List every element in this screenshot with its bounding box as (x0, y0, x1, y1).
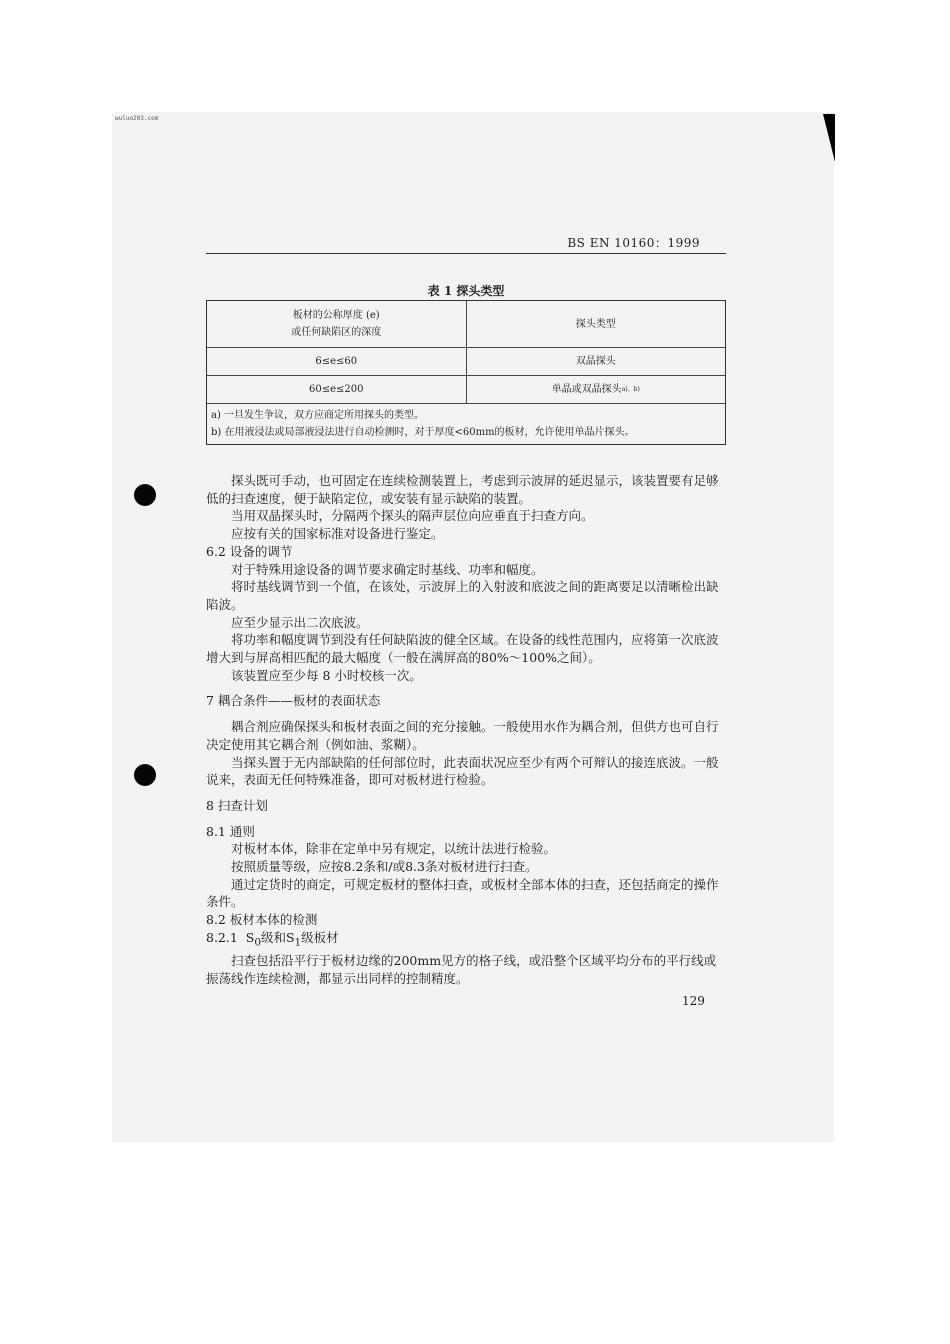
paragraph: 应按有关的国家标准对设备进行鉴定。 (231, 526, 444, 542)
paragraph: 探头既可手动，也可固定在连续检测装置上，考虑到示波屏的延迟显示，该装置要有足够低的扫查速度，便于缺陷定位，或安装有显示缺陷的装置。 (206, 473, 719, 506)
table-cell: 60≤e≤200 (309, 384, 364, 395)
paragraph: 对于特殊用途设备的调节要求确定时基线、功率和幅度。 (231, 561, 544, 577)
paragraph: 扫查包括沿平行于板材边缘的200mm见方的格子线，或沿整个区域平均分布的平行线或振荡线作连续检测，都显示出同样的控制精度。 (206, 953, 717, 986)
paragraph: 按照质量等级，应按8.2条和/或8.3条对板材进行扫查。 (231, 859, 538, 875)
header-thickness-line2: 或任何缺陷区的深度 (291, 327, 382, 338)
table-notes (207, 404, 725, 444)
header-rule (206, 253, 726, 254)
standard-identifier: BS EN 10160：1999 (567, 236, 700, 250)
probe-type-table (206, 300, 726, 445)
table-cell-text: 单晶或双晶探头 (551, 384, 622, 395)
footnote-ref: a)、b) (621, 386, 640, 393)
table-note-a: a) 一旦发生争议，双方应商定所用探头的类型。 (211, 410, 425, 421)
table-header-thickness (207, 301, 466, 347)
paragraph: 应至少显示出二次底波。 (231, 614, 369, 630)
section-heading-8-2-1 (206, 929, 728, 952)
heading-text: 级板材 (301, 929, 339, 945)
section-heading-7: 7 耦合条件——板材的表面状态 (206, 693, 381, 709)
paragraph: 耦合剂应确保探头和板材表面之间的充分接触。一般使用水作为耦合剂，但供方也可自行决定使用其它耦合剂（例如油、浆糊）。 (206, 719, 719, 752)
table-cell: 双晶探头 (466, 348, 726, 375)
subscript: 0 (254, 936, 261, 949)
heading-text: S (245, 929, 255, 945)
table-header-probe-type: 探头类型 (466, 301, 726, 347)
watermark: wuluo203.com (115, 115, 159, 122)
table-cell: 6≤e≤60 (315, 356, 358, 367)
heading-number: 8.2.1 (206, 929, 238, 945)
section-heading-8-1: 8.1 通则 (206, 823, 255, 839)
table-caption: 表 1 探头类型 (427, 284, 505, 298)
table-cell (466, 376, 726, 403)
header-thickness-line1: 板材的公称厚度 (e) (292, 310, 380, 321)
table-row (207, 376, 725, 404)
paragraph: 该装置应至少每 8 小时校核一次。 (231, 667, 422, 683)
paragraph: 当用双晶探头时，分隔两个探头的隔声层位向应垂直于扫查方向。 (231, 508, 594, 524)
punch-hole-lower (134, 764, 156, 786)
table-note-b: b) 在用液浸法或局部液浸法进行自动检测时，对于厚度<60mm的板材，允许使用单晶片探头。 (211, 427, 635, 438)
table-row (207, 348, 725, 376)
section-heading-6-2: 6.2 设备的调节 (206, 543, 293, 559)
paragraph: 将时基线调节到一个值，在该处，示波屏上的入射波和底波之间的距离要足以清晰检出缺陷波。 (206, 579, 719, 612)
heading-text: 级和S (260, 929, 295, 945)
page-number: 129 (682, 994, 705, 1008)
paragraph: 当探头置于无内部缺陷的任何部位时，此表面状况应至少有两个可辩认的接连底波。一般说来，表面无任何特殊准备，即可对板材进行检验。 (206, 754, 719, 788)
section-heading-8: 8 扫查计划 (206, 797, 268, 813)
paragraph: 对板材本体，除非在定单中另有规定，以统计法进行检验。 (231, 841, 557, 857)
table-header-row (207, 301, 725, 348)
paragraph: 通过定货时的商定，可规定板材的整体扫查，或板材全部本体的扫查，还包括商定的操作条件。 (206, 876, 719, 910)
punch-hole-upper (134, 484, 156, 506)
paragraph: 将功率和幅度调节到没有任何缺陷波的健全区域。在设备的线性范围内，应将第一次底波增大到与屏高相匹配的最大幅度（一般在满屏高的80%～100%之间）。 (206, 632, 719, 666)
section-heading-8-2: 8.2 板材本体的检测 (206, 912, 318, 928)
body-text (206, 472, 728, 987)
subscript: 1 (294, 936, 302, 949)
corner-mark (823, 114, 835, 162)
